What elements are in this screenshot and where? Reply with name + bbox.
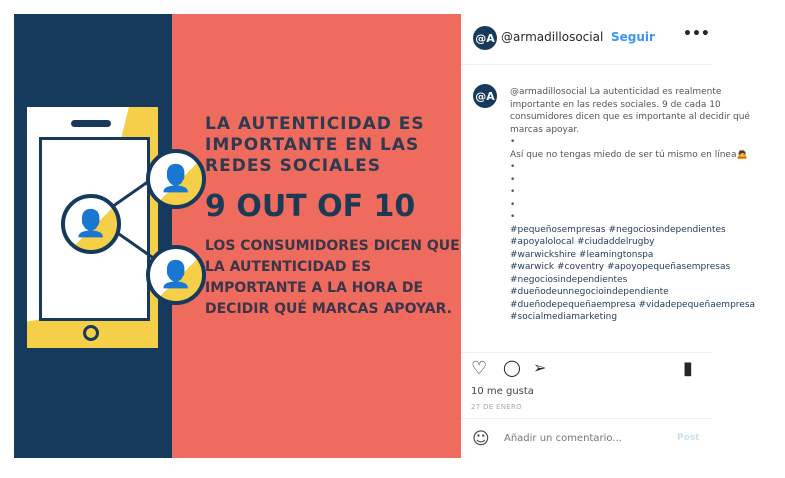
hashtag-line[interactable]: #dueñodeunnegocioindependiente <box>510 287 669 297</box>
share-icon[interactable]: ➢ <box>533 358 547 377</box>
hashtag-line[interactable]: #warwickshire #leamingtonspa <box>510 249 654 260</box>
heart-icon[interactable]: ♡ <box>471 358 488 379</box>
caption-text: @armadillosocial La autenticidad es realmente importante en las redes sociales. 9 de cada 10 consumidores dicen que es importante al decidir qué marcas apoyar. <box>510 87 750 135</box>
comment-icon[interactable]: ◯ <box>503 358 521 377</box>
caption <box>510 86 770 350</box>
follow-button[interactable]: Seguir <box>611 30 655 44</box>
hashtag-line[interactable]: #dueñodepequeñaempresa #vidadepequeñaempresa <box>510 299 756 310</box>
emoji-icon[interactable]: ☺ <box>472 429 490 449</box>
image-body: LOS CONSUMIDORES DICEN QUE LA AUTENTICIDAD ES IMPORTANTE A LA HORA DE DECIDIR QUÉ MARCAS APOYAR. <box>205 238 460 317</box>
image-stat: 9 OUT OF 10 <box>205 189 416 224</box>
caption-avatar[interactable]: @A <box>473 84 497 108</box>
divider <box>461 352 711 353</box>
comment-input[interactable] <box>502 432 666 445</box>
user-icon: 👤 <box>61 194 121 254</box>
divider <box>461 418 711 419</box>
hashtag-line[interactable]: #warwick #coventry #apoyopequeñasempresas <box>510 262 731 272</box>
post-side-panel <box>461 14 761 458</box>
hashtag-line[interactable]: #negociosindependientes <box>510 274 628 285</box>
hashtag-line[interactable]: #socialmediamarketing <box>510 312 618 322</box>
caption-dot: • <box>510 174 516 185</box>
hashtag-line[interactable]: #apoyalolocal #ciudaddelrugby <box>510 237 655 247</box>
hashtag-line[interactable]: #pequeñosempresas #negociosindependientes <box>510 224 726 235</box>
bookmark-icon[interactable]: ▮ <box>683 358 693 379</box>
action-bar <box>471 358 703 380</box>
post-image[interactable] <box>14 14 461 458</box>
likes-count[interactable]: 10 me gusta <box>471 386 534 397</box>
post-date: 27 DE ENERO <box>471 403 522 411</box>
image-headline: LA AUTENTICIDAD ES IMPORTANTE EN LAS REDES SOCIALES <box>205 114 425 176</box>
caption-dot: • <box>510 187 516 197</box>
user-icon: 👤 <box>146 149 206 209</box>
avatar[interactable]: @A <box>473 26 497 50</box>
divider <box>461 64 711 65</box>
user-icon: 👤 <box>146 245 206 305</box>
caption-dot: • <box>510 162 516 172</box>
caption-dot: • <box>510 199 516 210</box>
post-comment-button[interactable]: Post <box>677 433 700 443</box>
username-link[interactable]: @armadillosocial <box>501 30 604 44</box>
caption-line2: Así que no tengas miedo de ser tú mismo en línea🙇 <box>510 149 748 160</box>
caption-dot: • <box>510 137 516 147</box>
caption-dot: • <box>510 212 516 222</box>
more-options-icon[interactable]: ••• <box>683 26 710 42</box>
